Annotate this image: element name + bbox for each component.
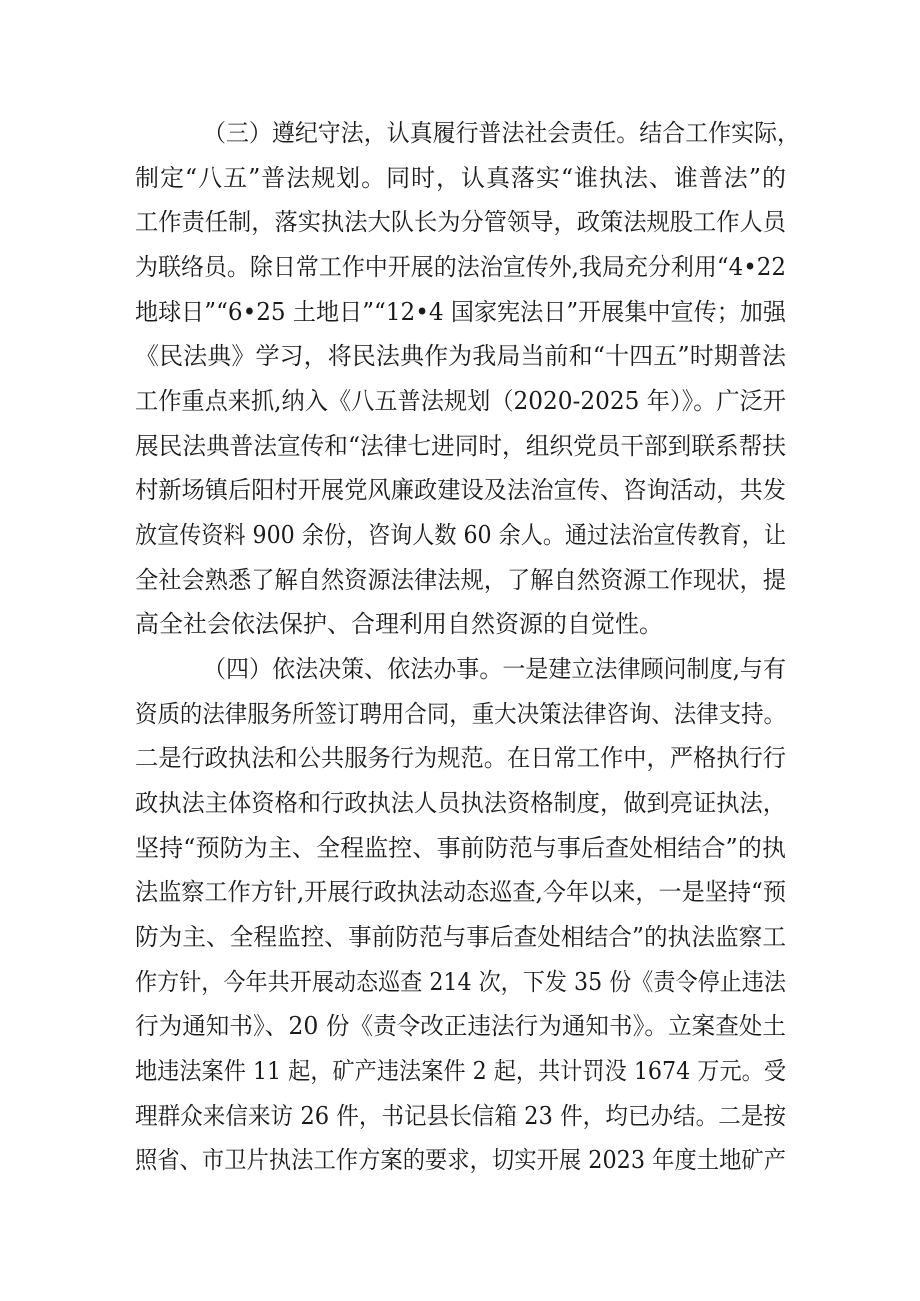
text-line: [0, 1096, 920, 1136]
text-line: [0, 872, 920, 912]
text-line-content: 法监察工作方针,开展行政执法动态巡查,今年以来，一是坚持“预: [135, 878, 786, 906]
text-line: [0, 783, 920, 823]
text-line-content: 工作责任制，落实执法大队长为分管领导，政策法规股工作人员: [135, 208, 786, 236]
text-line-content: 地违法案件 11 起，矿产违法案件 2 起，共计罚没 1674 万元。受: [135, 1057, 786, 1085]
text-line-content: 高全社会依法保护、合理利用自然资源的自觉性。: [135, 610, 663, 638]
text-line: [0, 694, 920, 734]
text-line: [0, 515, 920, 555]
text-line-content: 《民法典》学习，将民法典作为我局当前和“十四五”时期普法: [135, 342, 787, 370]
text-line: [0, 604, 920, 644]
text-line-content: 资质的法律服务所签订聘用合同，重大决策法律咨询、法律支持。: [135, 700, 786, 728]
text-line: [0, 649, 920, 689]
text-line-content: 全社会熟悉了解自然资源法律法规，了解自然资源工作现状，提: [135, 566, 786, 594]
text-line-content: 地球日”“6•25 土地日”“12•4 国家宪法日”开展集中宣传；加强: [135, 298, 786, 326]
text-line: [0, 158, 920, 198]
text-line-content: 制定“八五”普法规划。同时，认真落实“谁执法、谁普法”的: [135, 164, 787, 192]
text-line-content: 坚持“预防为主、全程监控、事前防范与事后查处相结合”的执: [135, 834, 787, 862]
text-line: [0, 113, 920, 153]
text-line: [0, 1051, 920, 1091]
text-line-content: 村新场镇后阳村开展党风廉政建设及法治宣传、咨询活动，共发: [135, 476, 786, 504]
text-line: [0, 202, 920, 242]
text-line: [0, 1006, 920, 1046]
text-line: [0, 738, 920, 778]
text-line-content: 为联络员。除日常工作中开展的法治宣传外,我局充分利用“4•22: [135, 253, 786, 281]
text-line: [0, 381, 920, 421]
text-line-content: 放宣传资料 900 余份，咨询人数 60 余人。通过法治宣传教育，让: [135, 521, 786, 549]
text-line: [0, 247, 920, 287]
text-line: [0, 470, 920, 510]
text-line: [0, 1140, 920, 1180]
text-line-content: 二是行政执法和公共服务行为规范。在日常工作中，严格执行行: [135, 744, 786, 772]
text-line: [0, 962, 920, 1002]
text-line-content: 工作重点来抓,纳入《八五普法规划（2020-2025 年）》。广泛开: [135, 387, 786, 415]
text-line-content: 行为通知书》、20 份《责令改正违法行为通知书》。立案查处土: [135, 1012, 786, 1040]
text-line-content: （四）依法决策、依法办事。一是建立法律顾问制度,与有: [203, 655, 786, 683]
text-line-content: 政执法主体资格和行政执法人员执法资格制度，做到亮证执法，: [135, 789, 786, 817]
text-line: [0, 426, 920, 466]
text-line-content: （三）遵纪守法，认真履行普法社会责任。结合工作实际，: [203, 119, 800, 147]
text-line: [0, 292, 920, 332]
text-line-content: 作方针，今年共开展动态巡查 214 次，下发 35 份《责令停止违法: [135, 968, 786, 996]
text-line-content: 照省、市卫片执法工作方案的要求，切实开展 2023 年度土地矿产: [135, 1146, 786, 1174]
text-line: [0, 917, 920, 957]
text-line-content: 防为主、全程监控、事前防范与事后查处相结合”的执法监察工: [135, 923, 786, 951]
text-line: [0, 336, 920, 376]
text-line-content: 理群众来信来访 26 件，书记县长信箱 23 件，均已办结。二是按: [135, 1102, 786, 1130]
text-line-content: 展民法典普法宣传和“法律七进同时，组织党员干部到联系帮扶: [135, 432, 786, 460]
text-line: [0, 560, 920, 600]
text-line: [0, 828, 920, 868]
